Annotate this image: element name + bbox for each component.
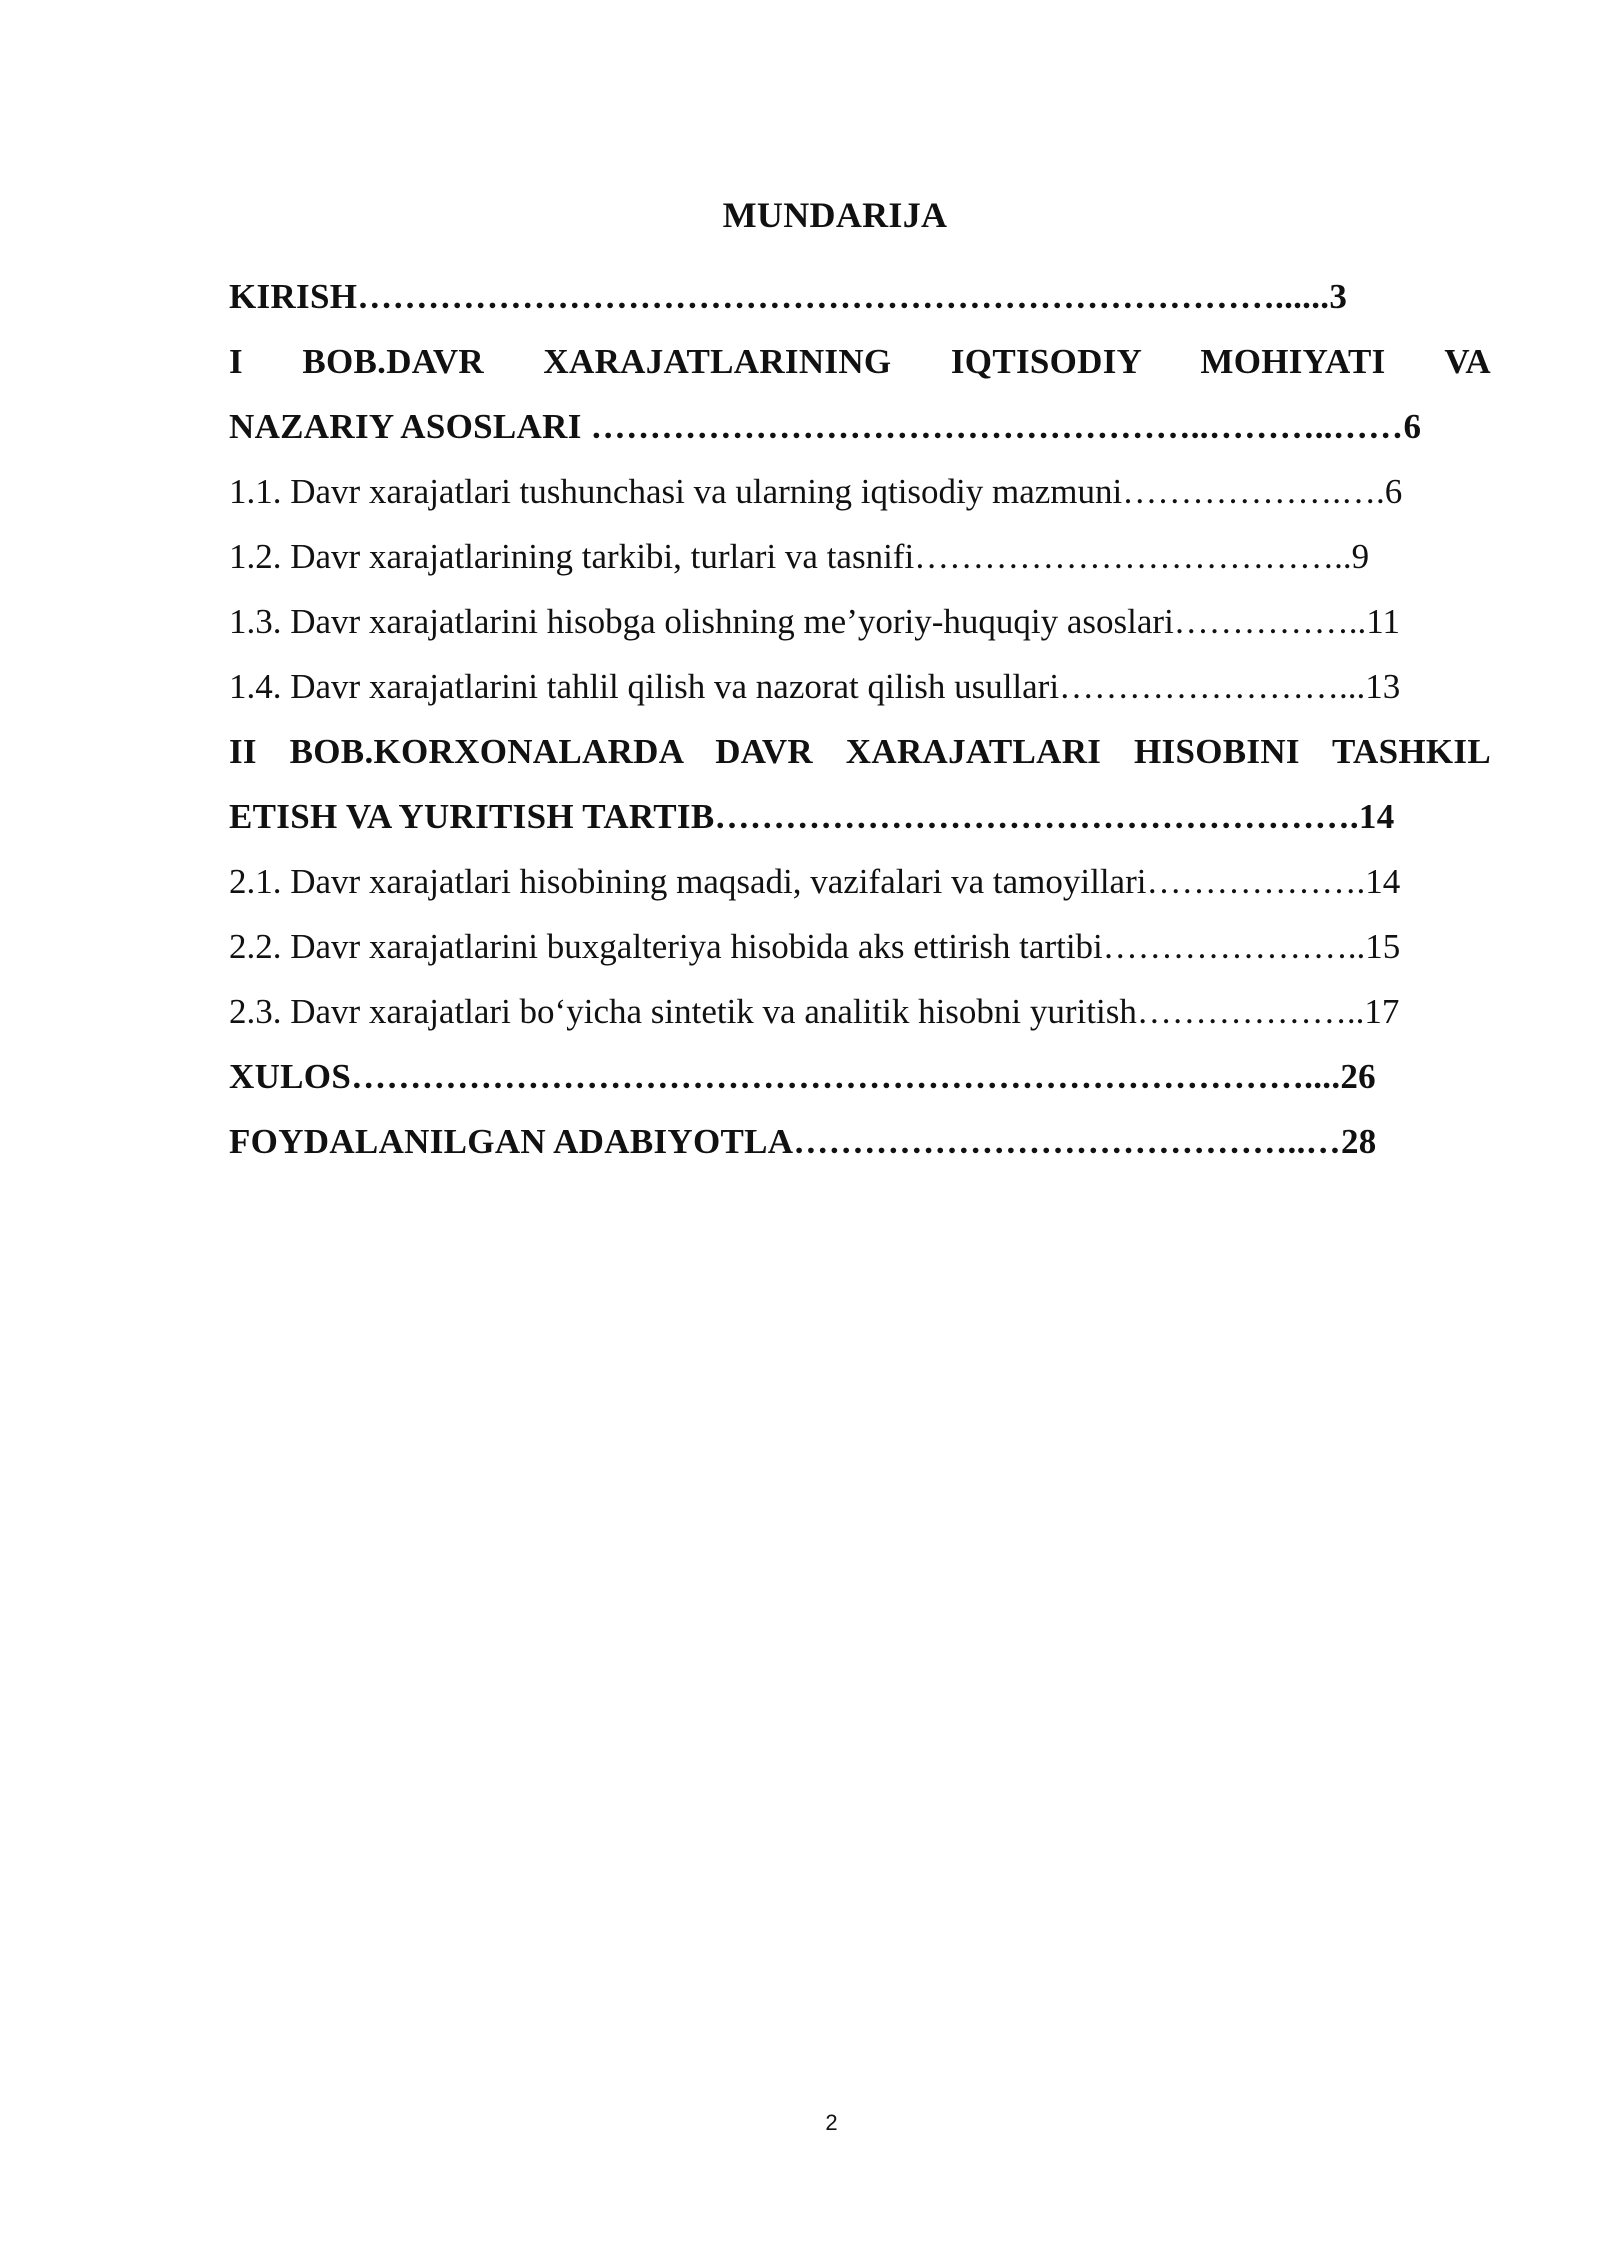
toc-entry-chapter-2-cont xyxy=(229,784,1491,849)
toc-entry-chapter-1-cont xyxy=(229,394,1491,459)
toc-entry-text: KIRISH……………………………………………………………………......3 xyxy=(229,277,1348,316)
toc-entry-text: 1.3. Davr xarajatlarini hisobga olishning me’yoriy-huquqiy asoslari……………..11 xyxy=(229,602,1400,641)
toc-entry-1-4 xyxy=(229,654,1491,719)
toc-entry-text: XULOS………………………………………………………………………....26 xyxy=(229,1057,1376,1096)
toc-entry-1-3 xyxy=(229,589,1491,654)
toc-entry-2-2 xyxy=(229,914,1491,979)
toc-entry-text: 2.3. Davr xarajatlari bo‘yicha sintetik va analitik hisobni yuritish………………..17 xyxy=(229,992,1400,1031)
toc-entry-text: II BOB.KORXONALARDA DAVR XARAJATLARI HISOBINI TASHKIL xyxy=(229,732,1491,771)
toc-entry-text: NAZARIY ASOSLARI ……………………………………………..………..……6 xyxy=(229,407,1422,446)
toc-entry-text: ETISH VA YURITISH TARTIB……………………………………………….14 xyxy=(229,797,1395,836)
toc-entry-1-1 xyxy=(229,459,1491,524)
toc-entry-text: 1.1. Davr xarajatlari tushunchasi va ularning iqtisodiy mazmuni……………….….6 xyxy=(229,472,1403,511)
toc-entry-2-1 xyxy=(229,849,1491,914)
toc-entry-text: 1.4. Davr xarajatlarini tahlil qilish va nazorat qilish usullari……………………...13 xyxy=(229,667,1401,706)
toc-entry-chapter-1 xyxy=(229,329,1491,394)
toc-entry-xulosa xyxy=(229,1044,1491,1109)
toc-entry-text: 2.1. Davr xarajatlari hisobining maqsadi, vazifalari va tamoyillari……………….14 xyxy=(229,862,1401,901)
toc-entry-bibliography xyxy=(229,1109,1491,1174)
toc-entry-text: I BOB.DAVR XARAJATLARINING IQTISODIY MOHIYATI VA xyxy=(229,342,1491,381)
toc-entry-2-3 xyxy=(229,979,1491,1044)
table-of-contents xyxy=(229,264,1491,1174)
page-title: MUNDARIJA xyxy=(722,195,948,235)
toc-entry-text: 1.2. Davr xarajatlarining tarkibi, turlari va tasnifi………………………………..9 xyxy=(229,537,1370,576)
toc-entry-chapter-2 xyxy=(229,719,1491,784)
toc-entry-1-2 xyxy=(229,524,1491,589)
toc-entry-text: FOYDALANILGAN ADABIYOTLA……………………………………..…28 xyxy=(229,1122,1377,1161)
toc-entry-text: 2.2. Davr xarajatlarini buxgalteriya hisobida aks ettirish tartibi…………………..15 xyxy=(229,927,1401,966)
toc-entry-kirish xyxy=(229,264,1491,329)
page-number: 2 xyxy=(825,2110,838,2135)
